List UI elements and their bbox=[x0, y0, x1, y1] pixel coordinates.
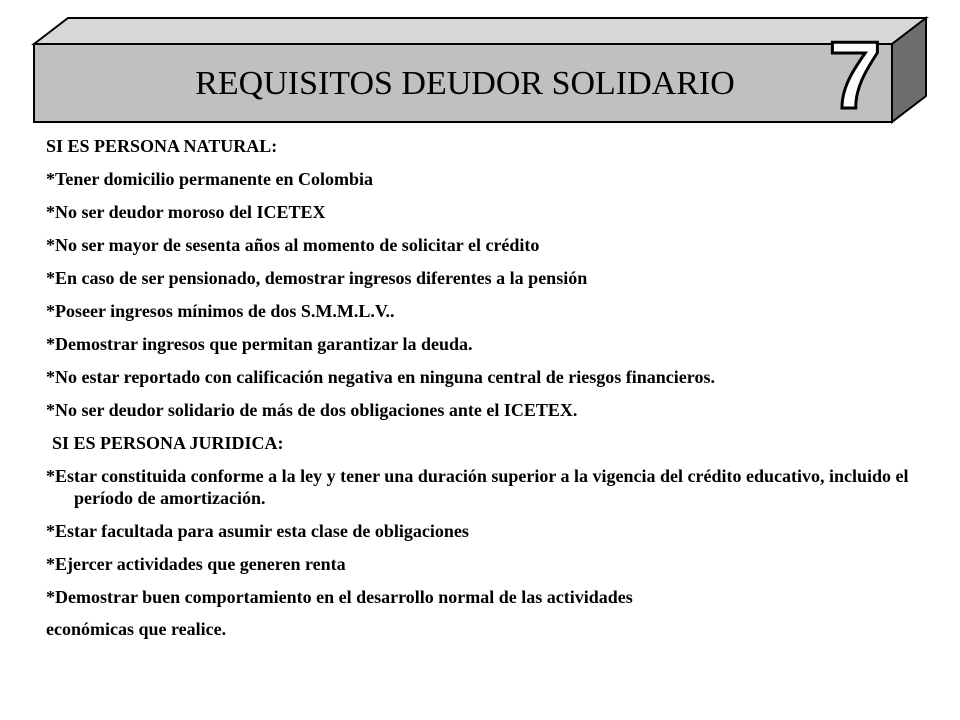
list-item: *No ser mayor de sesenta años al momento de solicitar el crédito bbox=[46, 235, 540, 255]
page-title: REQUISITOS DEUDOR SOLIDARIO bbox=[195, 65, 735, 102]
requirements-content bbox=[46, 130, 936, 640]
list-item: *Ejercer actividades que generen renta bbox=[46, 554, 346, 574]
list-item: *Estar facultada para asumir esta clase de obligaciones bbox=[46, 521, 469, 541]
slide-number: 7 bbox=[828, 22, 882, 129]
list-item-line1: *Demostrar buen comportamiento en el desarrollo normal de las actividades bbox=[46, 587, 633, 607]
list-item: *Estar constituida conforme a la ley y tener una duración superior a la vigencia del crédito educativo, incluido el período de amortización. bbox=[46, 466, 909, 508]
list-item: *Demostrar ingresos que permitan garantizar la deuda. bbox=[46, 334, 473, 354]
list-item: *No ser deudor solidario de más de dos obligaciones ante el ICETEX. bbox=[46, 400, 578, 420]
list-item: *Tener domicilio permanente en Colombia bbox=[46, 169, 373, 189]
section-heading-juridica: SI ES PERSONA JURIDICA: bbox=[52, 433, 284, 453]
banner-top-face bbox=[34, 18, 926, 44]
list-item: *No ser deudor moroso del ICETEX bbox=[46, 202, 326, 222]
list-item: *En caso de ser pensionado, demostrar ingresos diferentes a la pensión bbox=[46, 268, 588, 288]
section-heading-natural: SI ES PERSONA NATURAL: bbox=[46, 136, 278, 156]
list-item: *No estar reportado con calificación negativa en ninguna central de riesgos financieros. bbox=[46, 367, 715, 387]
list-item: *Poseer ingresos mínimos de dos S.M.M.L.V.. bbox=[46, 301, 395, 321]
list-item bbox=[46, 581, 936, 640]
title-banner bbox=[0, 0, 960, 130]
list-item-line2: económicas que realice. bbox=[46, 619, 227, 639]
